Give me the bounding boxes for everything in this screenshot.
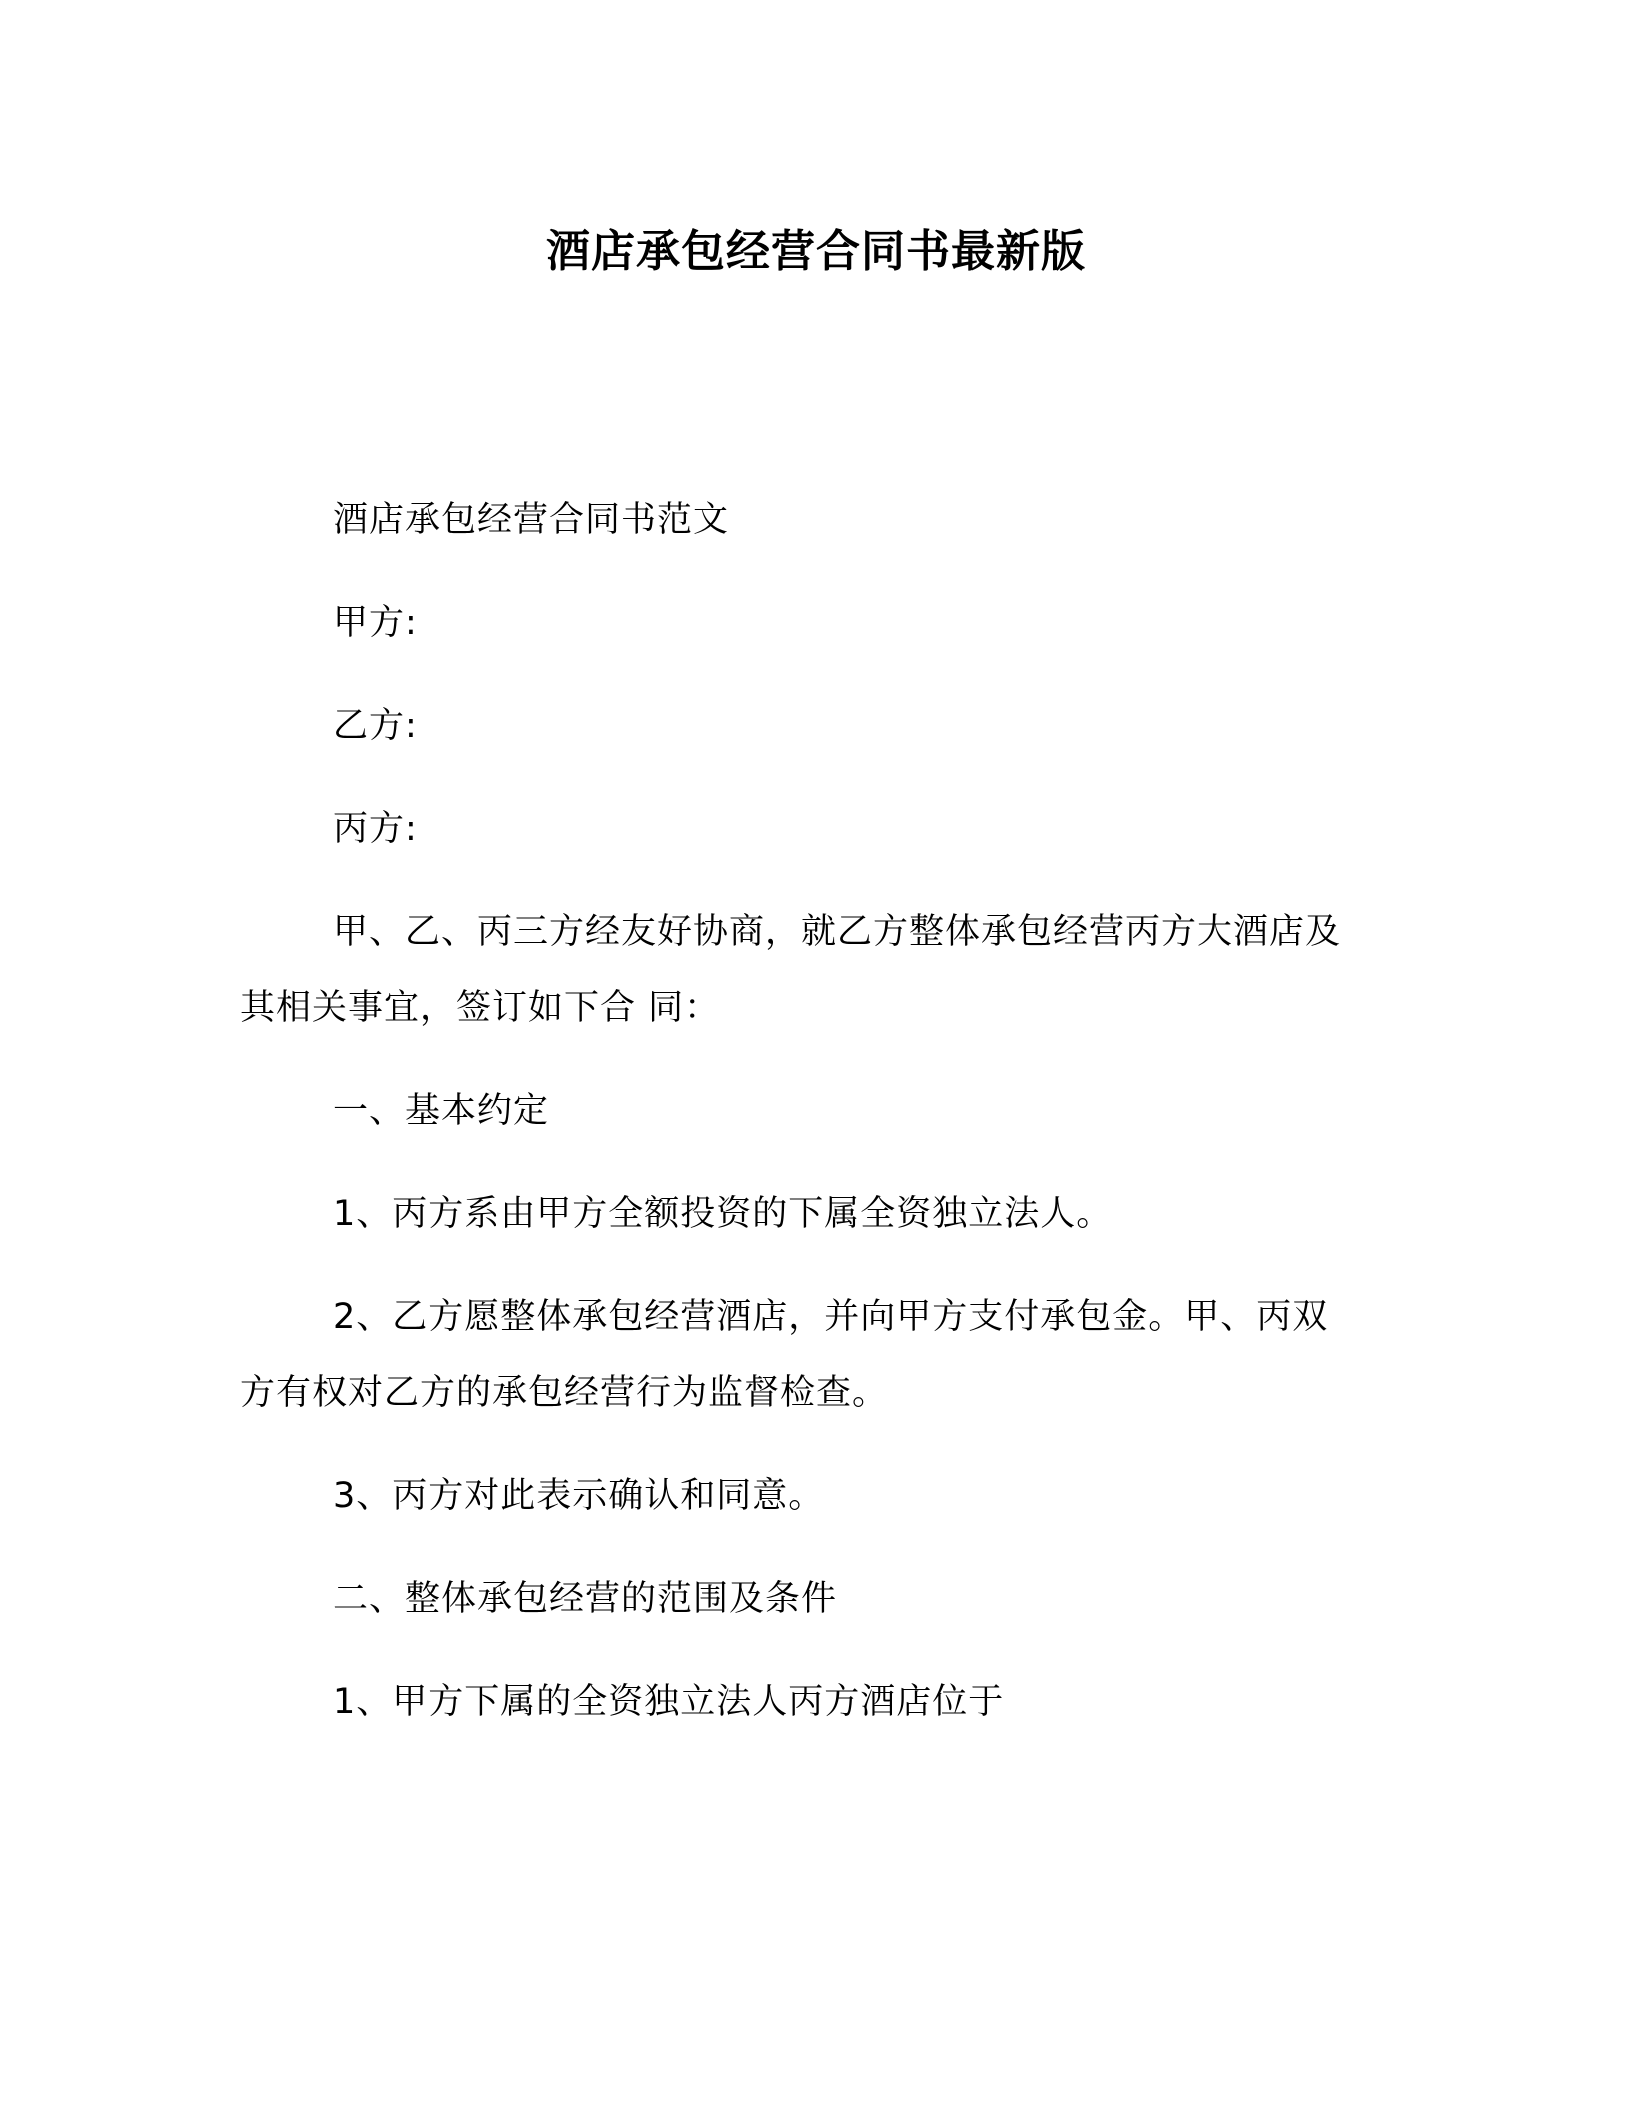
clause-2-1: 1、甲方下属的全资独立法人丙方酒店位于 xyxy=(333,1682,1005,1722)
party-a-line: 甲方: xyxy=(333,603,418,643)
section-heading-1: 一、基本约定 xyxy=(333,1091,550,1131)
party-c-line: 丙方: xyxy=(333,809,418,849)
subtitle-line: 酒店承包经营合同书范文 xyxy=(333,500,730,540)
document-title: 酒店承包经营合同书最新版 xyxy=(546,226,1086,277)
clause-1-3: 3、丙方对此表示确认和同意。 xyxy=(333,1476,825,1516)
clause-1-2-line-1: 2、乙方愿整体承包经营酒店，并向甲方支付承包金。甲、丙双 xyxy=(333,1297,1329,1337)
section-heading-2: 二、整体承包经营的范围及条件 xyxy=(333,1579,838,1619)
intro-paragraph-line-2: 其相关事宜，签订如下合 同： xyxy=(240,988,721,1028)
clause-1-2-line-2: 方有权对乙方的承包经营行为监督检查。 xyxy=(240,1373,889,1413)
intro-paragraph-line-1: 甲、乙、丙三方经友好协商，就乙方整体承包经营丙方大酒店及 xyxy=(333,912,1342,952)
clause-1-1: 1、丙方系由甲方全额投资的下属全资独立法人。 xyxy=(333,1194,1113,1234)
party-b-line: 乙方: xyxy=(333,706,418,746)
